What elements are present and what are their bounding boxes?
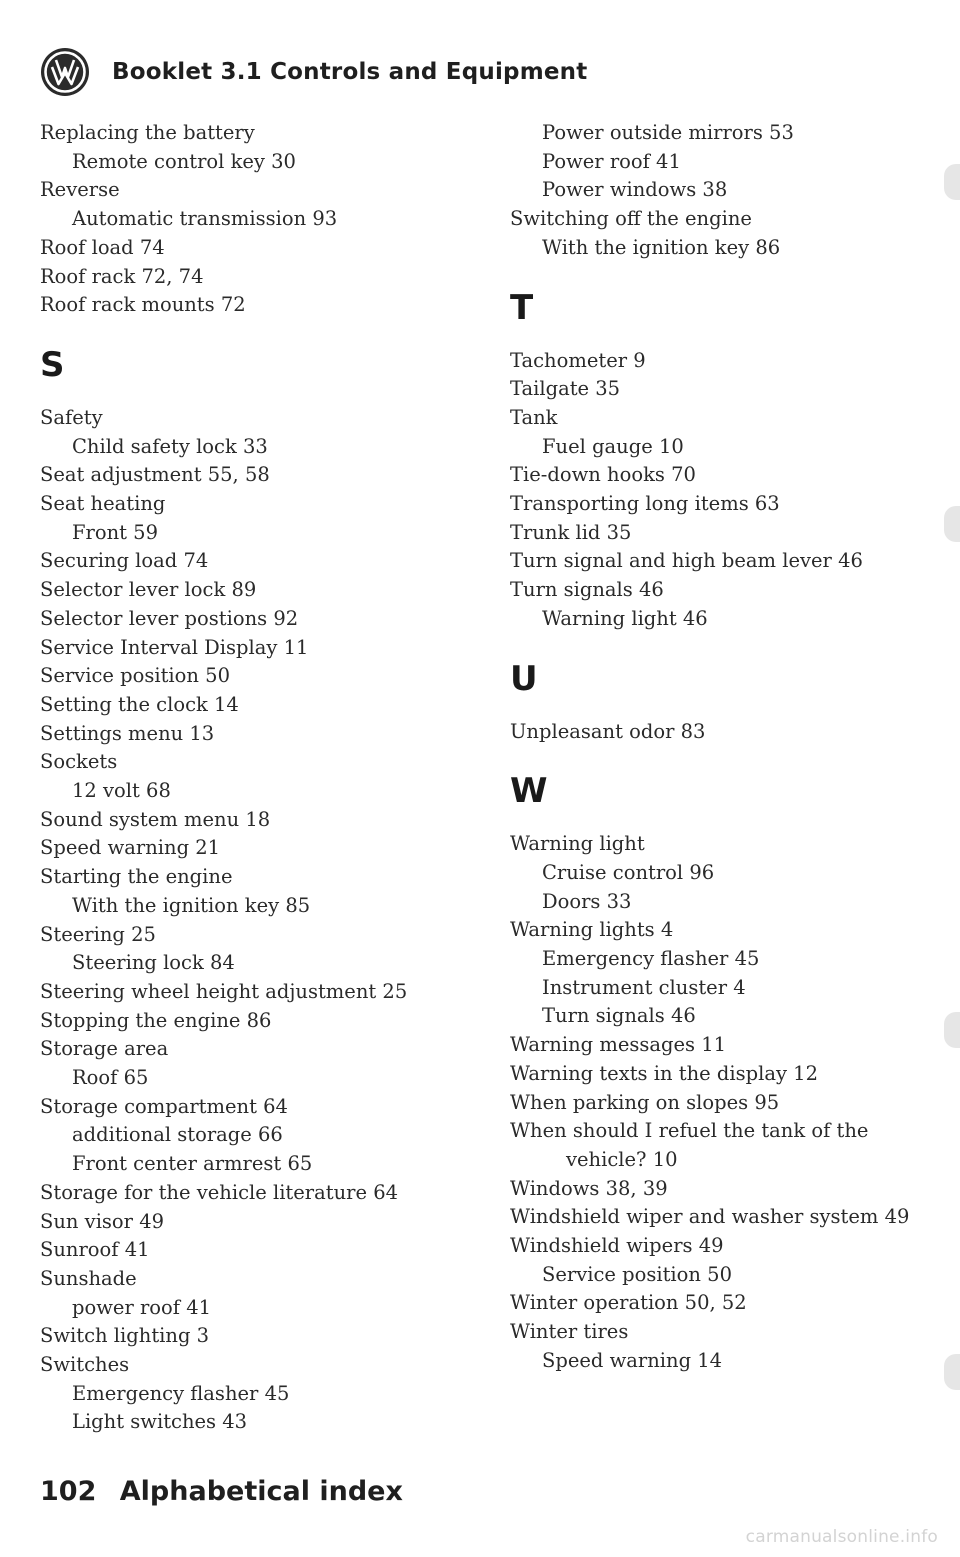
index-entry: Warning messages 11: [510, 1033, 727, 1057]
index-entry: Starting the engine: [40, 865, 233, 889]
page-number: 102: [40, 1476, 97, 1507]
index-entry: Turn signal and high beam lever 46: [510, 549, 863, 573]
index-entry: Selector lever lock 89: [40, 578, 257, 602]
index-entry: Trunk lid 35: [510, 520, 632, 544]
index-subentry: Power roof 41: [542, 149, 681, 173]
index-entry: Tailgate 35: [510, 377, 621, 401]
index-entry: Roof rack 72, 74: [40, 264, 204, 288]
watermark-text: carmanualsonline.info: [745, 1527, 938, 1547]
index-entry: When parking on slopes 95: [510, 1090, 780, 1114]
index-subentry: Service position 50: [542, 1262, 732, 1286]
index-subentry: Child safety lock 33: [72, 434, 268, 458]
index-entry: Tie-down hooks 70: [510, 463, 696, 487]
index-subentry: Emergency flasher 45: [72, 1381, 290, 1405]
index-subentry: With the ignition key 85: [72, 893, 311, 917]
section-title: Alphabetical index: [119, 1476, 403, 1507]
index-subentry: Instrument cluster 4: [542, 975, 746, 999]
index-entry: Switches: [40, 1353, 130, 1376]
index-entry: Seat adjustment 55, 58: [40, 463, 270, 487]
index-entry: Securing load 74: [40, 549, 209, 573]
index-subentry: Emergency flasher 45: [542, 947, 760, 970]
index-entry: Tachometer 9: [510, 348, 646, 372]
index-entry: Unpleasant odor 83: [510, 719, 706, 743]
index-entry: Seat heating: [40, 492, 166, 515]
index-entry: Sunshade: [40, 1266, 137, 1290]
volkswagen-logo-icon: [40, 47, 90, 97]
index-subentry: 12 volt 68: [72, 779, 171, 802]
index-entry: Service Interval Display 11: [40, 635, 309, 659]
index-entry: Speed warning 21: [40, 836, 221, 860]
index-entry: Sound system menu 18: [40, 807, 271, 831]
index-entry: Service position 50: [40, 664, 230, 688]
index-entry: Tank: [510, 405, 558, 429]
index-entry: Switch lighting 3: [40, 1324, 210, 1348]
index-entry: Replacing the battery: [40, 121, 255, 144]
index-subentry: vehicle? 10: [566, 1147, 678, 1171]
section-letter-t: T: [510, 287, 534, 328]
index-subentry: Roof 65: [72, 1066, 149, 1089]
index-subentry: With the ignition key 86: [542, 235, 781, 259]
page-edge-mark: [944, 506, 960, 542]
page-edge-mark: [944, 1012, 960, 1048]
index-entry: Storage area: [40, 1037, 169, 1061]
index-entry: Storage for the vehicle literature 64: [40, 1180, 399, 1204]
index-subentry: Remote control key 30: [72, 149, 296, 173]
index-entry: When should I refuel the tank of the: [510, 1119, 869, 1143]
index-entry: Setting the clock 14: [40, 692, 239, 716]
booklet-title: Booklet 3.1 Controls and Equipment: [112, 59, 588, 85]
index-subentry: Doors 33: [542, 889, 632, 913]
index-subentry: Warning light 46: [542, 606, 708, 630]
index-entry: Reverse: [40, 178, 120, 202]
index-subentry: Cruise control 96: [542, 860, 715, 884]
index-entry: Switching off the engine: [510, 207, 752, 231]
index-subentry: Steering lock 84: [72, 951, 235, 975]
page-edge-mark: [944, 164, 960, 200]
index-subentry: Power windows 38: [542, 178, 728, 202]
index-subentry: Light switches 43: [72, 1410, 248, 1434]
index-entry: Winter tires: [510, 1320, 629, 1344]
page-edge-mark: [944, 1354, 960, 1390]
page-header: [40, 46, 587, 98]
index-entry: Storage compartment 64: [40, 1094, 288, 1118]
index-entry: Sunroof 41: [40, 1238, 150, 1262]
page-footer: [40, 1476, 403, 1507]
index-subentry: Turn signals 46: [542, 1004, 696, 1028]
index-subentry: Power outside mirrors 53: [542, 121, 794, 144]
index-entry: Safety: [40, 405, 103, 429]
index-entry: Transporting long items 63: [510, 492, 780, 515]
index-entry: Steering 25: [40, 922, 156, 946]
index-entry: Roof load 74: [40, 235, 165, 259]
index-entry: Warning lights 4: [510, 918, 674, 942]
index-entry: Windows 38, 39: [510, 1176, 668, 1200]
index-entry: Windshield wipers 49: [510, 1234, 724, 1257]
index-subentry: Automatic transmission 93: [72, 207, 338, 231]
index-entry: Selector lever postions 92: [40, 606, 299, 630]
index-entry: Sockets: [40, 750, 118, 774]
index-entry: Warning light: [510, 832, 645, 856]
index-subentry: Speed warning 14: [542, 1348, 723, 1372]
index-entry: Steering wheel height adjustment 25: [40, 979, 408, 1003]
index-subentry: power roof 41: [72, 1295, 212, 1319]
section-letter-w: W: [510, 771, 548, 812]
index-entry: Windshield wiper and washer system 49: [510, 1205, 910, 1229]
index-entry: Stopping the engine 86: [40, 1008, 272, 1032]
index-subentry: Front 59: [72, 520, 158, 544]
index-entry: Turn signals 46: [510, 578, 664, 602]
index-entry: Roof rack mounts 72: [40, 293, 246, 317]
index-subentry: Front center armrest 65: [72, 1152, 313, 1176]
index-entry: Settings menu 13: [40, 721, 215, 745]
index-entry: Warning texts in the display 12: [510, 1061, 818, 1085]
index-subentry: Fuel gauge 10: [542, 434, 684, 458]
section-letter-u: U: [510, 658, 538, 699]
index-entry: Sun visor 49: [40, 1209, 165, 1233]
index-subentry: additional storage 66: [72, 1123, 283, 1147]
section-letter-s: S: [40, 344, 65, 385]
index-entry: Winter operation 50, 52: [510, 1291, 747, 1315]
